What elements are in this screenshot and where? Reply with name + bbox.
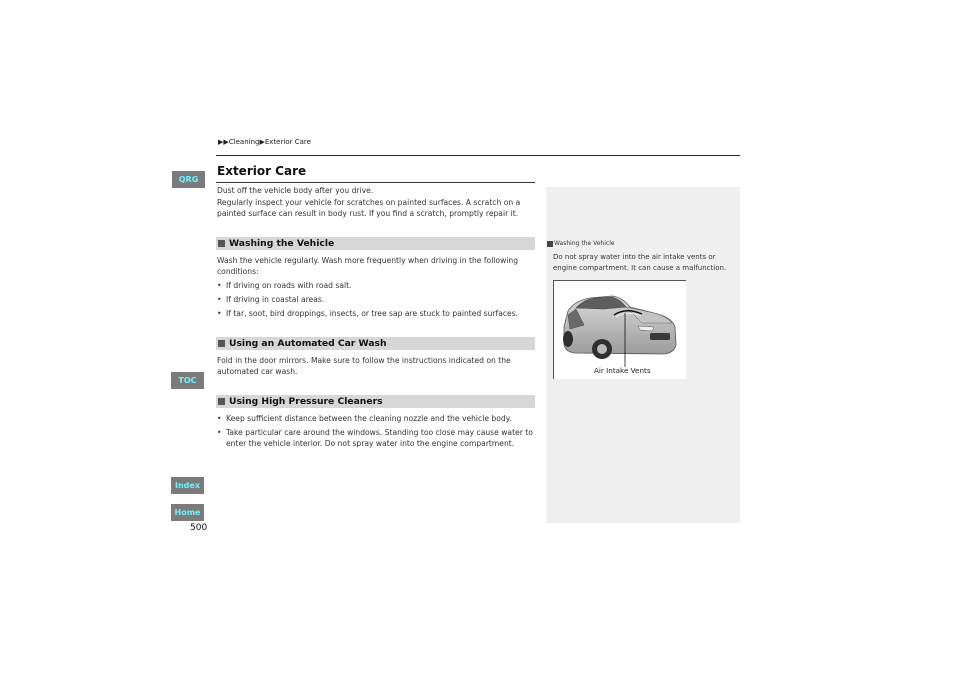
home-button[interactable]: Home xyxy=(171,504,204,521)
section-heading-text: Using an Automated Car Wash xyxy=(229,338,387,349)
list-item: • If driving on roads with road salt. xyxy=(217,280,535,291)
list-item: • Keep sufficient distance between the cleaning nozzle and the vehicle body. xyxy=(217,413,535,424)
note-link-icon xyxy=(547,241,553,247)
header-divider xyxy=(216,155,740,156)
page-number: 500 xyxy=(190,523,208,533)
intro-paragraph-1: Dust off the vehicle body after you drive. xyxy=(217,186,374,195)
note-text: Do not spray water into the air intake vents or engine compartment. It can cause a malfunction. xyxy=(553,253,727,272)
section-heading-text: Washing the Vehicle xyxy=(229,238,335,249)
section-heading-automated-wash xyxy=(216,337,535,350)
note-heading[interactable] xyxy=(547,240,615,247)
breadcrumb xyxy=(218,138,311,146)
figure-caption: Air Intake Vents xyxy=(594,366,651,375)
breadcrumb-arrow-icon: ▶▶ xyxy=(218,138,229,146)
breadcrumb-current: Exterior Care xyxy=(264,138,311,146)
list-item: • Take particular care around the windows. Standing too close may cause water to enter the vehicle interior. Do not spray water into the engine compartment. xyxy=(217,427,535,449)
section-square-icon xyxy=(218,398,225,405)
section-square-icon xyxy=(218,340,225,347)
section-square-icon xyxy=(218,240,225,247)
high-pressure-list xyxy=(217,413,535,452)
page-title: Exterior Care xyxy=(217,164,307,178)
qrg-button[interactable]: QRG xyxy=(172,171,205,188)
car-illustration xyxy=(553,280,686,379)
list-item: • If driving in coastal areas. xyxy=(217,294,535,305)
toc-button[interactable]: TOC xyxy=(171,372,204,389)
breadcrumb-separator-icon: ▶ xyxy=(259,138,265,146)
section-heading-text: Using High Pressure Cleaners xyxy=(229,396,383,407)
automated-wash-paragraph: Fold in the door mirrors. Make sure to follow the instructions indicated on the automated car wash. xyxy=(217,356,511,376)
intro-paragraph-2: Regularly inspect your vehicle for scratches on painted surfaces. A scratch on a painted surface can result in body rust. If you find a scratch, promptly repair it. xyxy=(217,198,521,218)
washing-conditions-list xyxy=(217,280,535,322)
list-item: • If tar, soot, bird droppings, insects, or tree sap are stuck to painted surfaces. xyxy=(217,308,535,319)
note-heading-text: Washing the Vehicle xyxy=(554,240,615,247)
section-heading-high-pressure xyxy=(216,395,535,408)
section-heading-washing xyxy=(216,237,535,250)
title-divider xyxy=(216,182,535,183)
car-drawing xyxy=(554,281,685,378)
index-button[interactable]: Index xyxy=(171,477,204,494)
breadcrumb-link-cleaning[interactable]: Cleaning xyxy=(228,138,260,146)
washing-paragraph: Wash the vehicle regularly. Wash more frequently when driving in the following conditions: xyxy=(217,256,519,276)
